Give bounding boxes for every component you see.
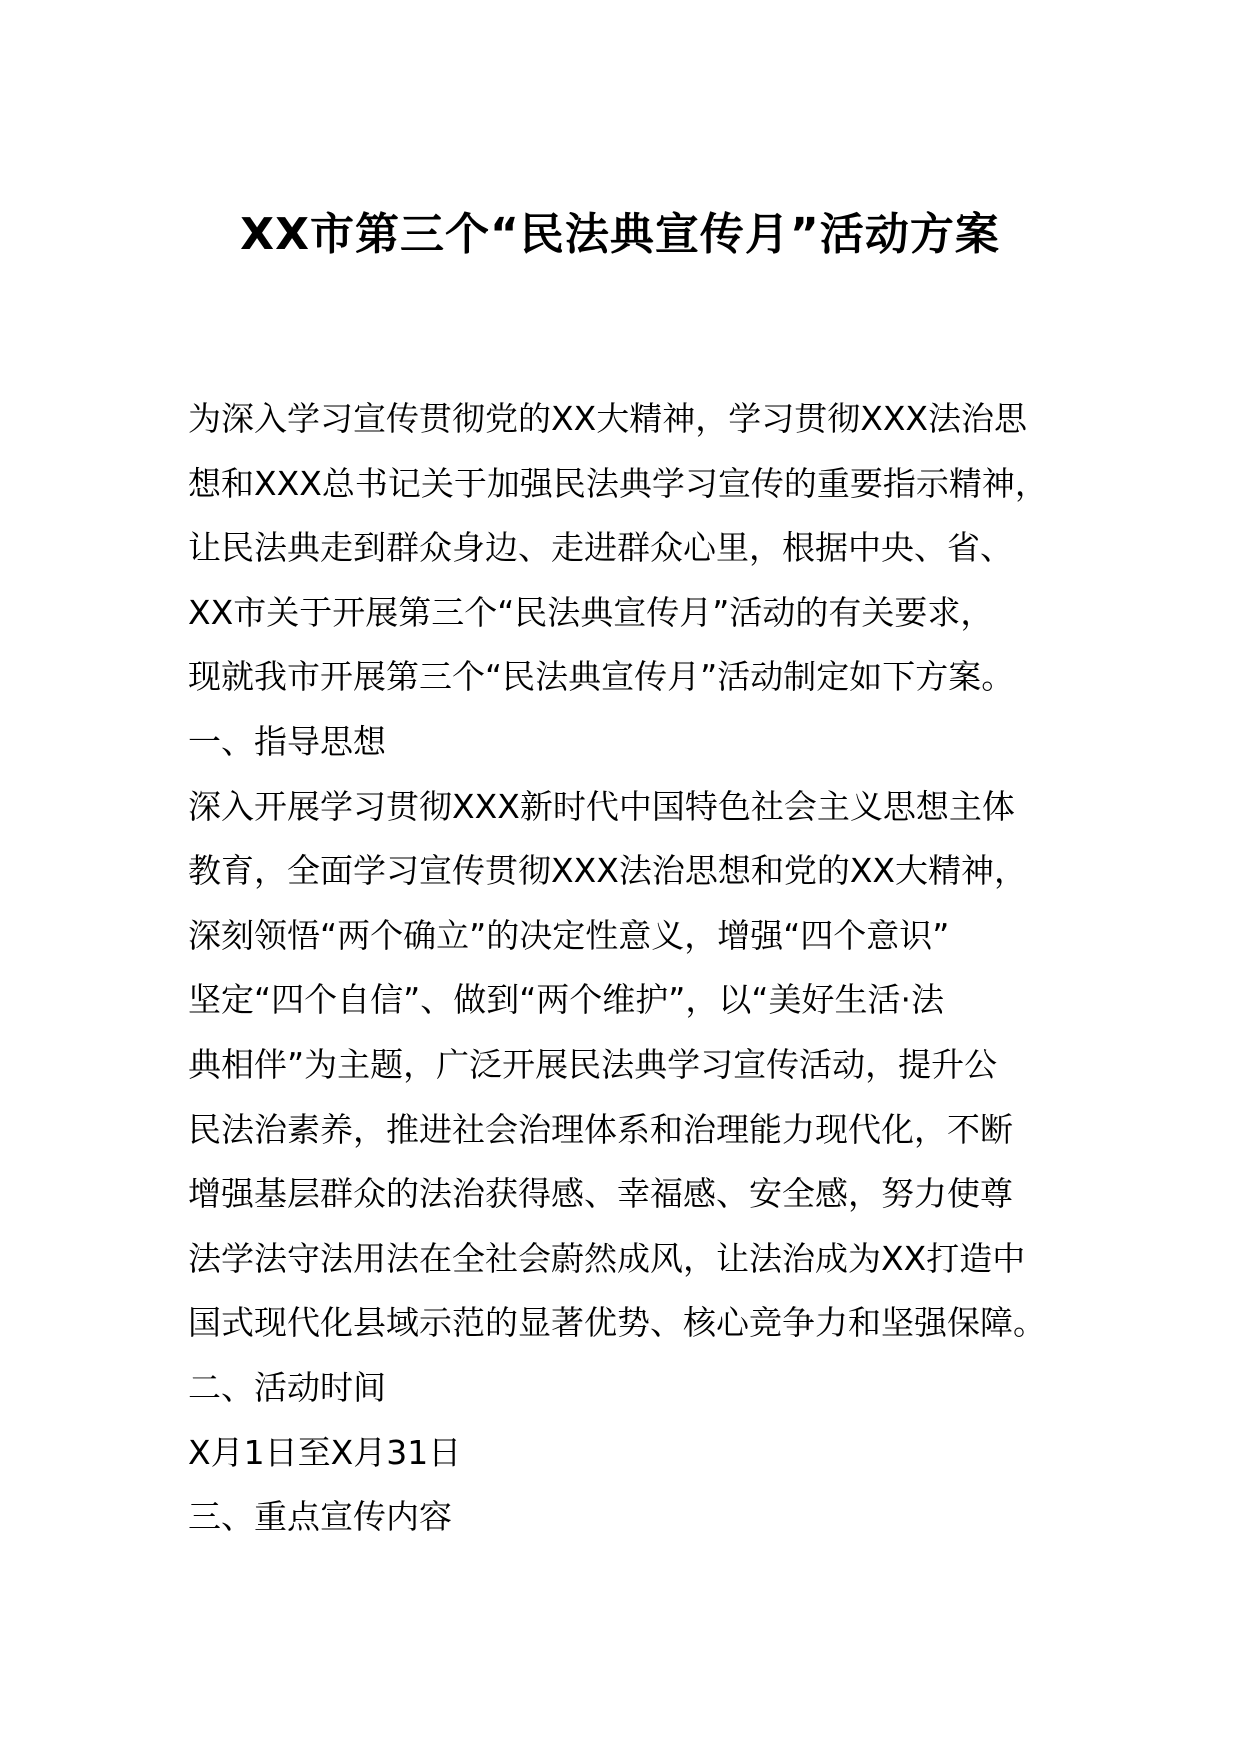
paragraph-line: 增强基层群众的法治获得感、幸福感、安全感，努力使尊 xyxy=(188,1174,1013,1214)
guiding-ideology-paragraph xyxy=(188,775,1068,1356)
paragraph-line: 法学法守法用法在全社会蔚然成风，让法治成为XX打造中 xyxy=(188,1238,1026,1278)
document-title: XX市第三个“民法典宣传月”活动方案 xyxy=(240,209,1000,260)
intro-paragraph xyxy=(188,387,1068,710)
intro-line: XX市关于开展第三个“民法典宣传月”活动的有关要求， xyxy=(188,592,994,632)
document-body xyxy=(188,387,1068,1550)
paragraph-line: 教育，全面学习宣传贯彻XXX法治思想和党的XX大精神， xyxy=(188,851,1028,891)
intro-line: 让民法典走到群众身边、走进群众心里，根据中央、省、 xyxy=(188,528,1013,568)
intro-line: 为深入学习宣传贯彻党的XX大精神，学习贯彻XXX法治思 xyxy=(188,399,1028,438)
paragraph-line: 坚定“四个自信”、做到“两个维护”，以“美好生活·法 xyxy=(188,980,944,1020)
paragraph-line: 深刻领悟“两个确立”的决定性意义，增强“四个意识” xyxy=(188,915,950,955)
section-heading-guiding-ideology: 一、指导思想 xyxy=(188,721,386,761)
intro-line: 想和XXX总书记关于加强民法典学习宣传的重要指示精神， xyxy=(188,463,1048,503)
paragraph-line: 典相伴”为主题，广泛开展民法典学习宣传活动，提升公 xyxy=(188,1044,998,1084)
paragraph-line: 民法治素养，推进社会治理体系和治理能力现代化，不断 xyxy=(188,1109,1013,1149)
activity-time-text: X月1日至X月31日 xyxy=(188,1432,462,1472)
paragraph-line: 国式现代化县域示范的显著优势、核心竞争力和坚强保障。 xyxy=(188,1303,1046,1343)
paragraph-line: 深入开展学习贯彻XXX新时代中国特色社会主义思想主体 xyxy=(188,786,1015,826)
section-heading-activity-time: 二、活动时间 xyxy=(188,1367,386,1407)
intro-line: 现就我市开展第三个“民法典宣传月”活动制定如下方案。 xyxy=(188,657,1015,697)
section-heading-key-content: 三、重点宣传内容 xyxy=(188,1497,452,1537)
